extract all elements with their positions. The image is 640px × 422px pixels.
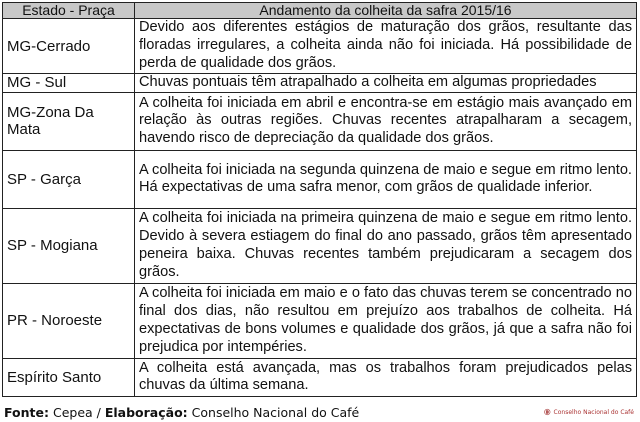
table-row	[3, 74, 637, 93]
council-logo	[544, 403, 634, 421]
description-cell: A colheita está avançada, mas os trabalhos foram prejudicados pelas chuvas da última semana.	[135, 358, 637, 396]
table-row	[3, 358, 637, 396]
elaboration-value: Conselho Nacional do Café	[191, 405, 360, 420]
harvest-table	[2, 2, 637, 397]
table-header-row	[3, 3, 637, 19]
description-cell: Devido aos diferentes estágios de maturação dos grãos, resultante das floradas irregulares, a colheita ainda não foi iniciada. Há possibilidade de perda de qualidade dos grãos.	[135, 19, 637, 74]
state-cell: Espírito Santo	[3, 358, 135, 396]
logo-text: Conselho Nacional do Café	[553, 408, 634, 416]
state-cell: SP - Garça	[3, 150, 135, 208]
state-cell: MG - Sul	[3, 74, 135, 93]
header-state: Estado - Praça	[3, 3, 135, 19]
description-cell: A colheita foi iniciada na segunda quinzena de maio e segue em ritmo lento. Há expectativas de uma safra menor, com grãos de qualidade inferior.	[135, 150, 637, 208]
table-row	[3, 283, 637, 358]
source-value: Cepea /	[52, 405, 105, 420]
source-label: Fonte:	[4, 405, 49, 420]
description-cell: A colheita foi iniciada em abril e encontra-se em estágio mais avançado em relação às outras regiões. Chuvas recentes atrapalharam a secagem, havendo risco de depreciação da qualidade dos grãos.	[135, 92, 637, 150]
table-row	[3, 19, 637, 74]
table-footer	[4, 405, 359, 420]
description-cell: Chuvas pontuais têm atrapalhado a colheita em algumas propriedades	[135, 74, 637, 93]
state-cell: MG-Zona Da Mata	[3, 92, 135, 150]
table-row	[3, 92, 637, 150]
table-row	[3, 150, 637, 208]
elaboration-label: Elaboração:	[104, 405, 188, 420]
header-progress: Andamento da colheita da safra 2015/16	[135, 3, 637, 19]
description-cell: A colheita foi iniciada na primeira quinzena de maio e segue em ritmo lento. Devido à severa estiagem do final do ano passado, grãos têm apresentado peneira baixa. Chuvas recentes também prejudicaram a secagem dos grãos.	[135, 208, 637, 283]
description-cell: A colheita foi iniciada em maio e o fato das chuvas terem se concentrado no final dos dias, não resultou em prejuízo aos trabalhos de colheita. Há expectativas de bons volumes e qualidade dos grãos, já que a safra não foi prejudica por intempéries.	[135, 283, 637, 358]
coffee-bean-logo-icon	[544, 405, 551, 419]
table-row	[3, 208, 637, 283]
state-cell: MG-Cerrado	[3, 19, 135, 74]
state-cell: PR - Noroeste	[3, 283, 135, 358]
state-cell: SP - Mogiana	[3, 208, 135, 283]
